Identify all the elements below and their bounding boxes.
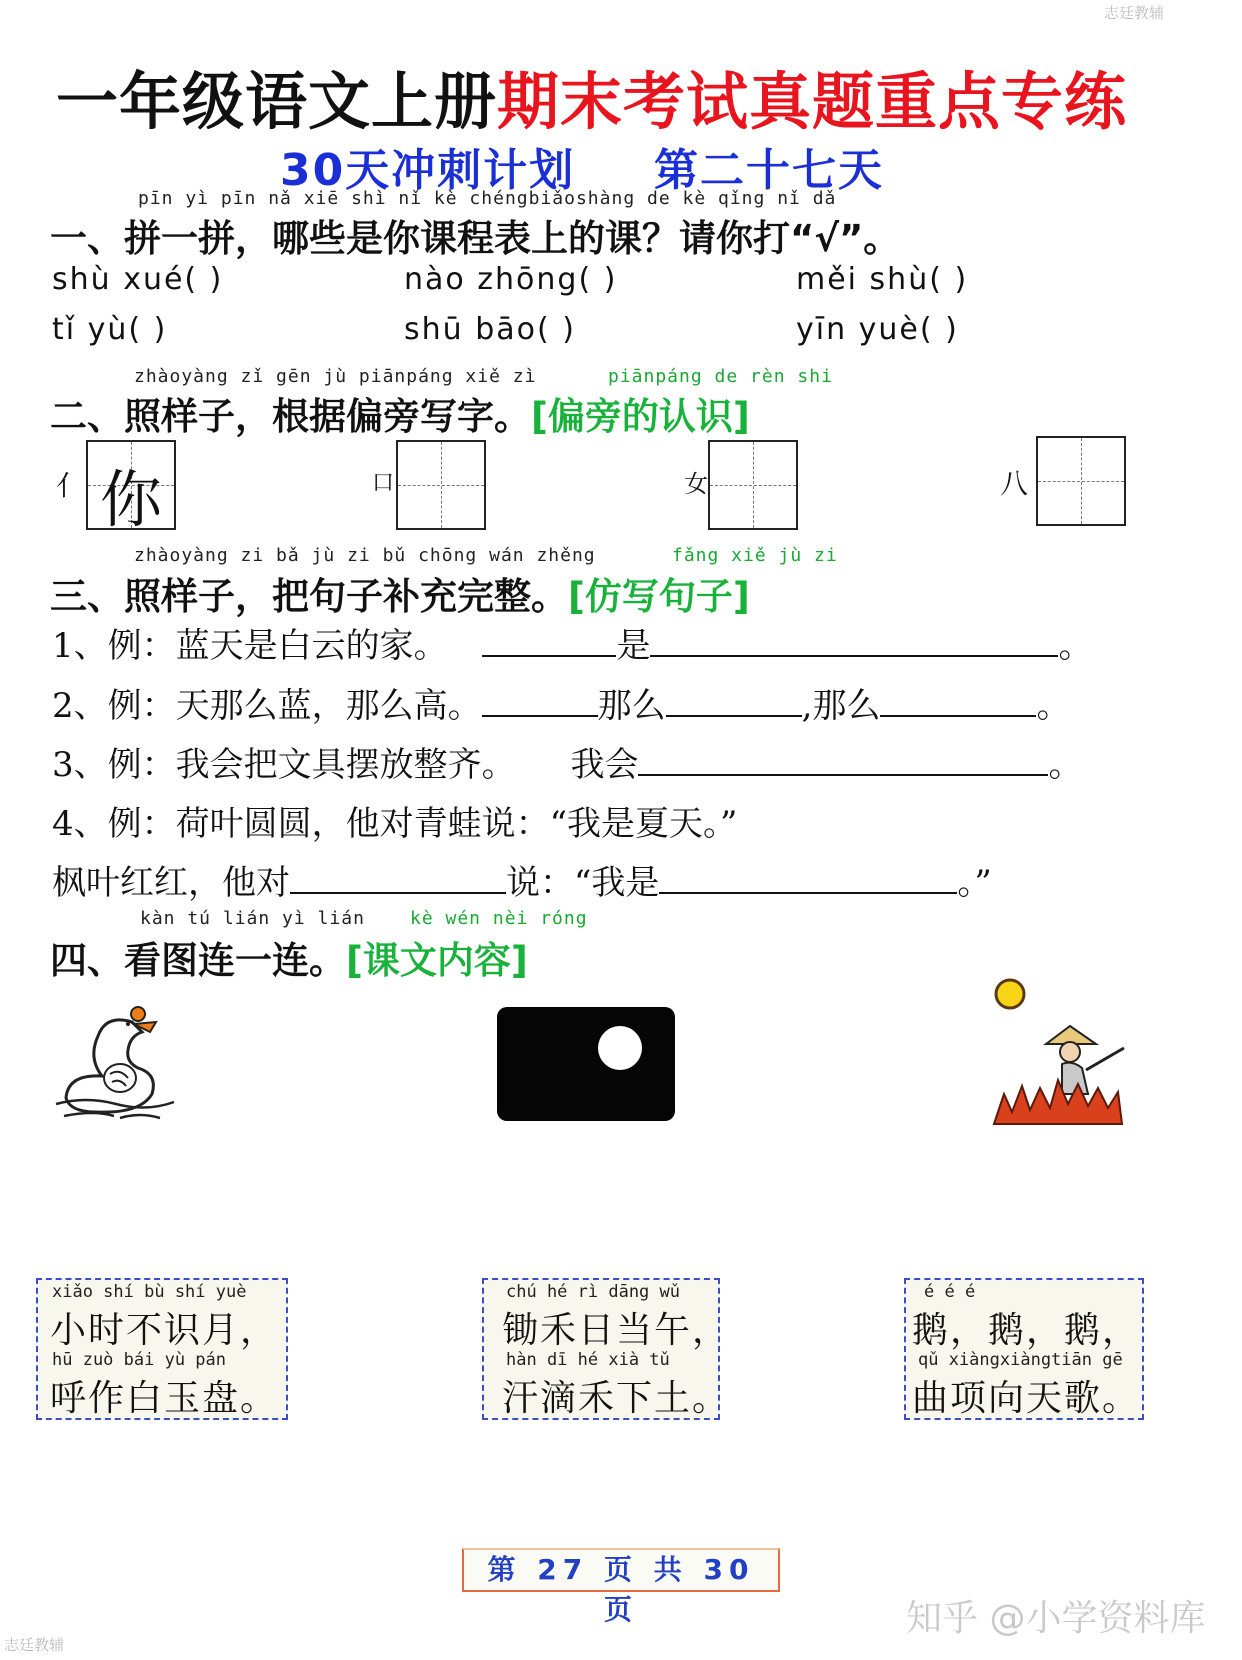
card1-pinyin-2: hū zuò bái yù pán [52,1350,226,1370]
card3-pinyin-2: qǔ xiàngxiàngtiān gē [918,1350,1123,1370]
q3-line-4: 4、例：荷叶圆圆，他对青蛙说：“我是夏天。” [52,804,738,844]
watermark-top: 志廷教辅 [1104,4,1165,22]
subtitle-plan: 30天冲刺计划 [280,145,576,196]
q3-l5-end: 。” [957,863,992,903]
card1-line-2: 呼作白玉盘。 [50,1378,279,1419]
card2-line-2: 汗滴禾下土。 [502,1378,731,1419]
q3-l2-mid1: 那么 [597,686,666,726]
q3-l5-mid: 说：“我是 [506,863,660,903]
card3-line-1: 鹅，鹅，鹅， [912,1310,1141,1351]
q3-l2-blank-a[interactable] [482,685,598,717]
farmer-picture[interactable] [990,978,1130,1126]
title-black: 一年级语文上册 [56,65,498,138]
q2-pinyin: zhàoyàng zǐ gēn jù piānpáng xiě zì [134,366,537,387]
q4-tag-pinyin: kè wén nèi róng [410,908,588,929]
char-box-mouth[interactable] [396,440,486,530]
q1-pinyin: pīn yì pīn nǎ xiē shì nǐ kè chéngbiǎoshàng de kè qǐng nǐ dǎ [138,188,837,209]
q3-line-2 [52,678,1070,727]
q3-l2-example: 2、例：天那么蓝，那么高。 [52,686,482,726]
q3-line-3 [52,737,1082,786]
card1-line-1: 小时不识月， [50,1310,279,1351]
q3-text: 三、照样子，把句子补充完整。 [50,575,568,618]
q3-line-1 [52,618,1092,667]
q2-text: 二、照样子，根据偏旁写字。 [50,395,531,438]
q4-pinyin: kàn tú lián yì lián [140,908,365,929]
char-box-eight[interactable] [1036,436,1126,526]
q3-tag: [仿写句子] [568,575,750,618]
poem-card-farmer[interactable] [482,1278,731,1420]
q3-l5-blank-b[interactable] [659,862,957,894]
q3-l3-example: 3、例：我会把文具摆放整齐。 [52,745,516,785]
char-box-example [86,440,176,536]
char-box-woman[interactable] [708,440,798,530]
q3-pinyin: zhàoyàng zi bǎ jù zi bǔ chōng wán zhěng [134,545,596,566]
q1-item-bag: shū bāo( ) [404,312,576,347]
q3-l2-mid2: ,那么 [801,686,881,726]
title-red: 期末考试真题重点专练 [497,65,1128,138]
card2-pinyin-2: hàn dī hé xià tǔ [506,1350,670,1370]
q3-heading [50,566,750,620]
q3-line-5 [52,855,992,904]
subtitle-day: 第二十七天 [654,145,884,196]
q3-l1-blank-b[interactable] [650,625,1058,657]
radical-eight: 八 [1000,467,1029,500]
q1-item-clock: nào zhōng( ) [404,262,618,297]
q3-l2-blank-c[interactable] [880,685,1036,717]
q4-text: 四、看图连一连。 [50,939,346,982]
poem-card-moon[interactable] [36,1278,288,1420]
card1-pinyin-1: xiǎo shí bù shí yuè [52,1282,247,1302]
card3-pinyin-1: é é é [924,1282,976,1302]
q1-item-music: yīn yuè( ) [796,312,959,347]
radical-person: 亻 [56,469,85,502]
q1-item-pe: tǐ yù( ) [52,312,168,347]
q3-l1-mid: 是 [616,626,651,666]
moon-picture[interactable] [496,1006,676,1122]
q1-item-art: měi shù( ) [796,262,969,297]
card2-pinyin-1: chú hé rì dāng wǔ [506,1282,680,1302]
radical-mouth: 口 [372,471,395,496]
radical-woman: 女 [684,470,708,498]
q1-item-math: shù xué( ) [52,262,224,297]
poem-card-goose[interactable] [904,1278,1144,1420]
page-title [56,52,1196,141]
q4-tag: [课文内容] [346,939,528,982]
q4-heading [50,930,528,984]
q3-l1-blank-a[interactable] [482,625,616,657]
q3-l1-example: 1、例：蓝天是白云的家。 [52,626,448,666]
q3-l2-blank-b[interactable] [666,685,802,717]
card3-line-2: 曲项向天歌。 [912,1378,1141,1419]
q3-l3-end: 。 [1048,745,1083,785]
q2-heading [50,386,750,440]
q2-tag: [偏旁的认识] [531,395,750,438]
page-indicator: 第 27 页 共 30 页 [462,1548,780,1592]
watermark-bottom: 志廷教辅 [4,1636,65,1654]
q3-l1-end: 。 [1058,626,1093,666]
goose-picture[interactable] [50,1004,178,1126]
q3-l5-blank-a[interactable] [290,862,506,894]
q3-tag-pinyin: fǎng xiě jù zi [672,545,838,566]
q1-heading: 一、拼一拼，哪些是你课程表上的课？请你打“√”。 [50,217,901,260]
q3-l2-end: 。 [1036,686,1071,726]
example-char: 你 [99,463,162,536]
card2-line-1: 锄禾日当午， [502,1310,731,1351]
q3-l5-pre: 枫叶红红，他对 [52,863,290,903]
q2-tag-pinyin: piānpáng de rèn shi [608,366,833,387]
brand-watermark: 知乎 @小学资料库 [906,1598,1206,1639]
q3-l3-mid: 我会 [570,745,639,785]
q3-l3-blank[interactable] [638,744,1048,776]
